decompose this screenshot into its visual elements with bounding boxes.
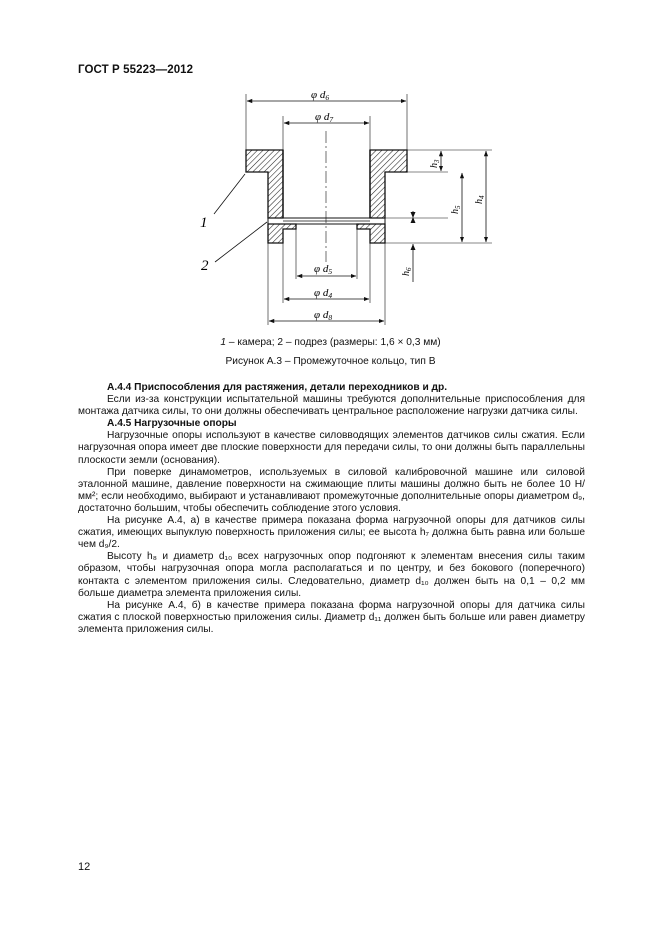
ring-section-right: [370, 150, 407, 218]
paragraph: Высоту h₈ и диаметр d₁₀ всех нагрузочных опор подгоняют к элементам внесения силы таким образом, чтобы нагрузочная опора могла располагаться и по центру, и без бокового (поперечного) контакта с элементом приложения силы. Следовательно, диаметр d₁₀ должен быть на 0,1 – 0,2 мм больше диаметра элемента приложения силы.: [78, 551, 585, 599]
paragraph: Нагрузочные опоры используют в качестве силовводящих элементов датчиков силы сжатия. Если нагрузочная опора имеет две плоские поверхности для передачи силы, то они должны быть параллельны плоскости земли (основания).: [78, 430, 585, 466]
label-h4: $h_4$: [474, 195, 486, 204]
document-header: ГОСТ Р 55223—2012: [78, 64, 194, 76]
section-heading: А.4.4 Приспособления для растяжения, детали переходников и др.: [107, 382, 448, 393]
ring-foot-right: [357, 224, 385, 243]
ring-section-left: [246, 150, 283, 218]
section-heading: А.4.5 Нагрузочные опоры: [107, 418, 237, 430]
paragraph: При поверке динамометров, используемых в силовой калибровочной машине или силовой эталонной машине, давление поверхности на сжимающие плиты машины должно быть не более 10 Н/мм²; если необходимо, выбирают и устанавливают промежуточные дополнительные опоры диаметром d₉, достаточно большим, чтобы обеспечить соблюдение этого условия.: [78, 466, 585, 514]
ring-foot-left: [268, 224, 296, 243]
label-d5: φ d5: [314, 263, 333, 276]
label-h5: $h_5$: [450, 205, 462, 214]
figure-title: Рисунок А.3 – Промежуточное кольцо, тип В: [225, 356, 436, 367]
label-d4: φ d4: [314, 287, 333, 300]
leader-2: [215, 222, 267, 262]
figure-legend: 1 – камера; 2 – подрез (размеры: 1,6 × 0,3 мм): [220, 337, 441, 348]
ring-drawing: [0, 0, 661, 340]
callout-2: 2: [201, 258, 209, 274]
label-h3: $h_3$: [429, 159, 441, 168]
label-h6: $h_6$: [401, 267, 413, 276]
body-text: [78, 382, 585, 636]
callout-1: 1: [200, 215, 208, 231]
label-d7: φ d7: [315, 111, 334, 124]
paragraph: Если из-за конструкции испытательной машины требуются дополнительные приспособления для монтажа датчика силы, то они должны обеспечивать центральное расположение нагрузки датчика силы.: [78, 394, 585, 418]
paragraph: На рисунке А.4, а) в качестве примера показана форма нагрузочной опоры для датчиков силы сжатия, имеющих выпуклую поверхность приложения силы; ее высота h₇ должна быть равна или больше чем d₉/2.: [78, 515, 585, 551]
leader-1: [214, 174, 245, 214]
label-d8: φ d8: [314, 309, 333, 322]
label-d6: φ d6: [311, 89, 330, 102]
page-number: 12: [78, 861, 91, 873]
paragraph: На рисунке А.4, б) в качестве примера показана форма нагрузочной опоры для датчика силы сжатия с плоской поверхностью приложения силы. Диаметр d₁₁ должен быть больше или равен диаметру элемента приложения силы.: [78, 599, 585, 635]
